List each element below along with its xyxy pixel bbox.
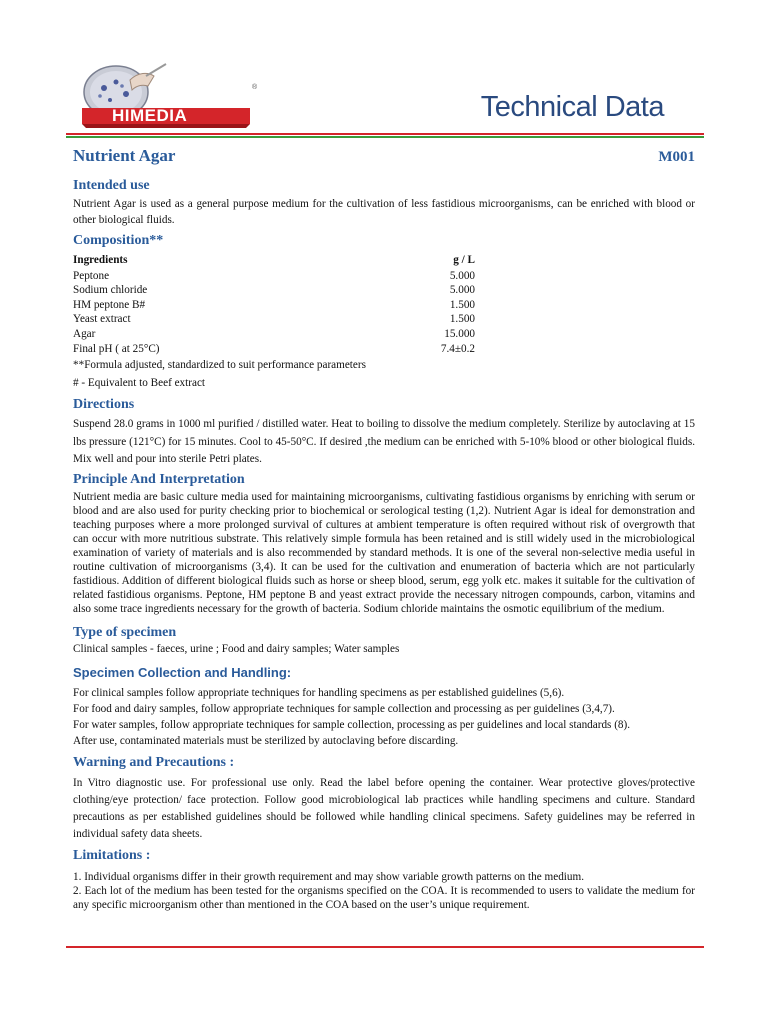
page-header [0, 0, 768, 150]
document-body [73, 146, 695, 912]
principle-text: Nutrient media are basic culture media used for maintaining microorganisms, cultivating fastidious organisms by enriching with serum or blood and are also used for purity checking prior to biochemical or serological testing (1,2). Nutrient Agar is ideal for demonstration and teaching purposes where a more prolonged survival of cultures at ambient temperature is often required without risk of overgrowth that can occur with more nutritious substrate. This relatively simple formula has been retained and is still widely used in the microbiological examination of variety of materials and is also recommended by standard methods. It is one of the several non-selective media useful in routine cultivation of microorganisms (3,4). It can be used for the cultivation and enumeration of bacteria which are not particularly fastidious. Addition of different biological fluids such as horse or sheep blood, serum, egg yolk etc. makes it suitable for the cultivation of related fastidious organisms. Peptone, HM peptone B and yeast extract provide the necessary nitrogen compounds, carbon, vitamins and also some trace ingredients necessary for the growth of bacteria. Sodium chloride maintains the osmotic equilibrium of the medium. [73, 490, 695, 615]
technical-data-title: Technical Data [480, 91, 664, 123]
title-row [73, 146, 695, 174]
list-item: For clinical samples follow appropriate techniques for handling specimens as per established guidelines (5,6). [73, 686, 565, 699]
header-rule-red [66, 133, 704, 135]
list-item: For food and dairy samples, follow appropriate techniques for sample collection and processing as per guidelines (3,4,7). [73, 702, 615, 715]
directions-heading: Directions [73, 397, 135, 413]
ingredient-name: Agar [73, 327, 96, 340]
table-row [73, 342, 475, 357]
ingredient-name: Peptone [73, 269, 110, 282]
petri-dish-logo-icon [74, 62, 264, 142]
specimen-collection-list [73, 685, 695, 749]
table-row [73, 312, 475, 327]
ingredient-value: 1.500 [449, 313, 475, 326]
composition-heading: Composition** [73, 233, 164, 248]
table-row [73, 269, 475, 284]
formula-note: **Formula adjusted, standardized to suit performance parameters [73, 359, 366, 372]
warning-text: In Vitro diagnostic use. For professional use only. Read the label before opening the container. Wear protective gloves/protective clothing/eye protection/ face protection. Follow good microbiological lab practices while handling specimens and culture. Standard precautions as per established guidelines should be followed while handling clinical specimens. Safety guidelines may be referred in individual safety data sheets. [73, 776, 695, 840]
intended-use-text: Nutrient Agar is used as a general purpose medium for the cultivation of less fastidious microorganisms, can be enriched with blood or other biological fluids. [73, 198, 695, 226]
list-item: 2. Each lot of the medium has been tested for the organisms specified on the COA. It is recommended to users to validate the medium for any specific microorganism other than mentioned in the COA based on the user’s unique requirement. [73, 884, 695, 911]
product-title: Nutrient Agar [73, 146, 176, 165]
ingredient-name: Sodium chloride [73, 284, 148, 297]
table-row [73, 283, 475, 298]
intended-use-heading: Intended use [73, 178, 150, 193]
himedia-logo [74, 62, 264, 142]
ingredient-name: HM peptone B# [73, 298, 146, 311]
ingredients-column-header: Ingredients [73, 254, 128, 266]
specimen-type-text: Clinical samples - faeces, urine ; Food and dairy samples; Water samples [73, 642, 400, 655]
limitations-list [73, 870, 695, 912]
footer-rule-red [66, 946, 704, 948]
table-row [73, 298, 475, 313]
list-item: For water samples, follow appropriate techniques for sample collection, processing as per guidelines and local standards (8). [73, 718, 631, 731]
warning-heading: Warning and Precautions : [73, 754, 235, 770]
composition-header-row [73, 253, 475, 269]
list-item: 1. Individual organisms differ in their growth requirement and may show variable growth patterns on the medium. [73, 870, 584, 883]
ingredient-value: 7.4±0.2 [440, 342, 475, 355]
product-code: M001 [658, 149, 695, 165]
table-row [73, 327, 475, 342]
limitations-heading: Limitations : [73, 847, 151, 863]
list-item: After use, contaminated materials must be sterilized by autoclaving before discarding. [73, 734, 459, 747]
composition-table [73, 253, 475, 356]
ingredient-name: Yeast extract [73, 313, 131, 326]
ingredient-value: 1.500 [449, 298, 475, 311]
ingredient-name: Final pH ( at 25°C) [73, 342, 160, 355]
specimen-collection-heading: Specimen Collection and Handling: [73, 664, 292, 680]
principle-heading: Principle And Interpretation [73, 471, 245, 487]
ingredient-value: 5.000 [449, 269, 475, 282]
header-rule-green [66, 136, 704, 138]
beef-extract-note: # - Equivalent to Beef extract [73, 377, 206, 390]
directions-text: Suspend 28.0 grams in 1000 ml purified / distilled water. Heat to boiling to dissolve the medium completely. Sterilize by autoclaving at 15 lbs pressure (121°C) for 15 minutes. Cool to 45-50°C. If desired ,the medium can be enriched with 5-10% blood or other biological fluids. Mix well and pour into sterile Petri plates. [73, 418, 695, 466]
unit-column-header: g / L [453, 254, 475, 266]
logo-text: HIMEDIA [112, 106, 188, 125]
ingredient-value: 5.000 [449, 284, 475, 297]
specimen-type-heading: Type of specimen [73, 624, 177, 640]
registered-mark: ® [252, 84, 258, 91]
ingredient-value: 15.000 [444, 327, 475, 340]
